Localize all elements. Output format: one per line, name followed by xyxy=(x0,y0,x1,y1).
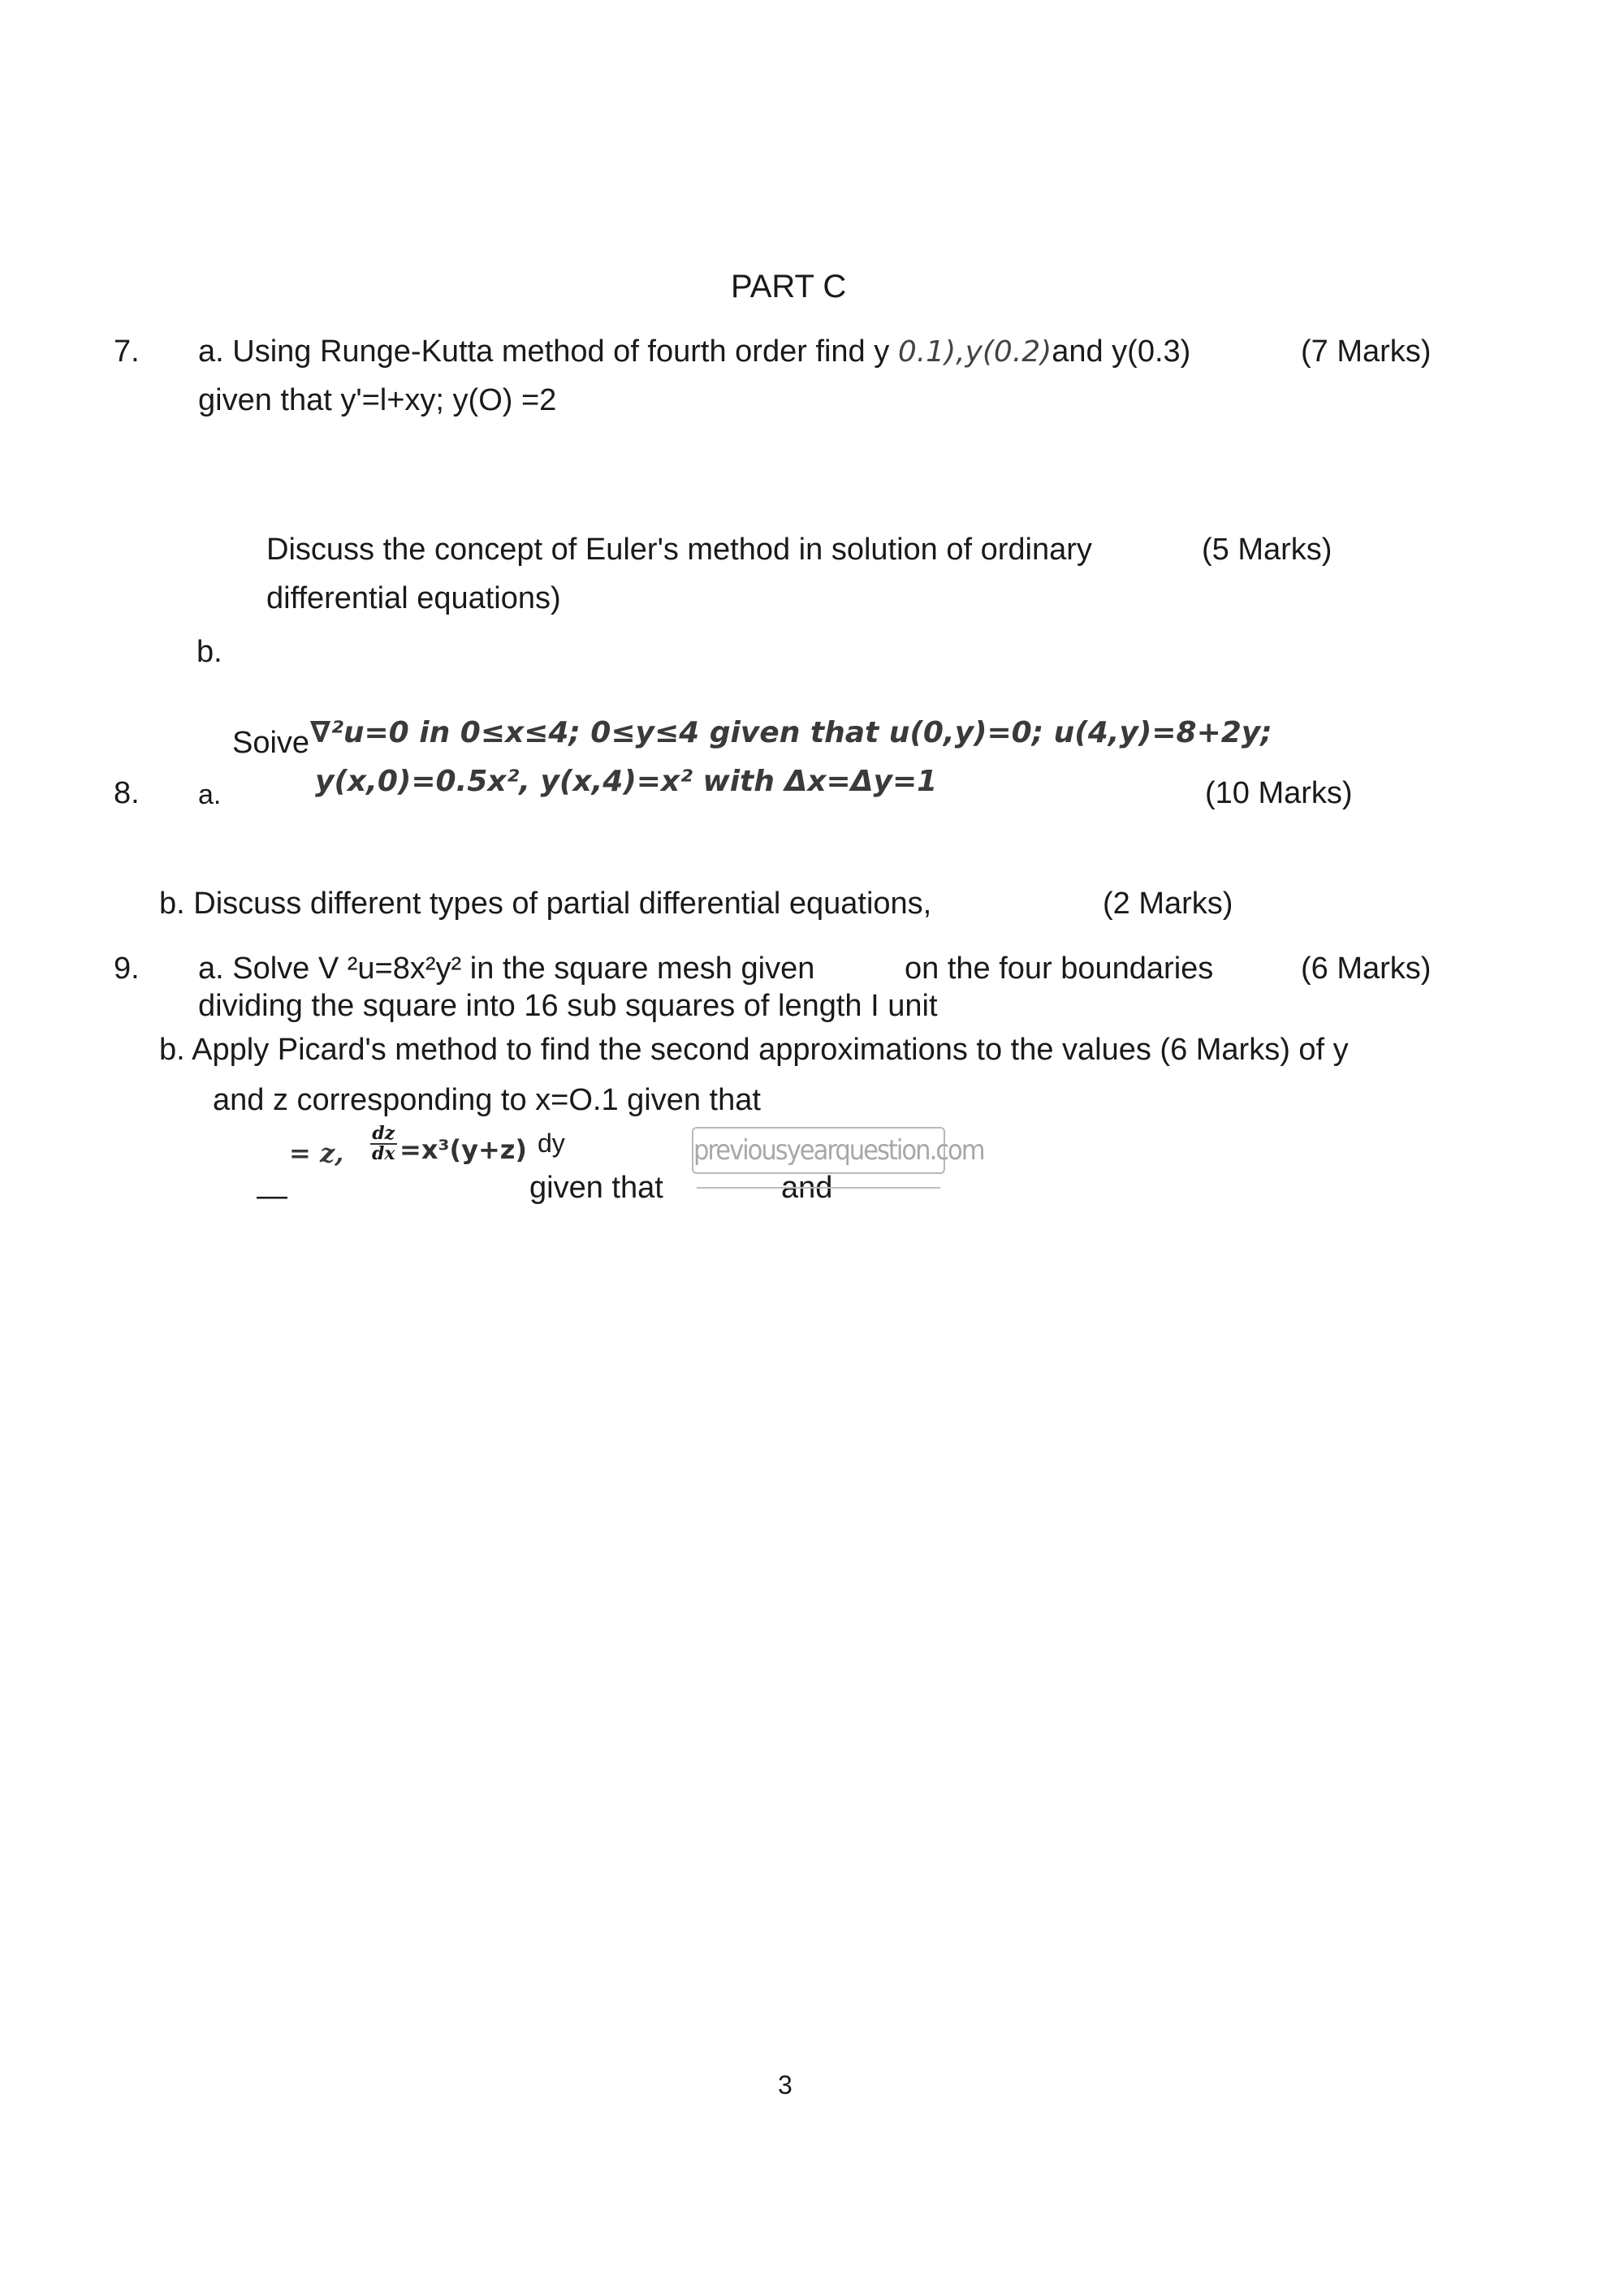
watermark-logo: previousyearquestion.com xyxy=(692,1127,945,1174)
question-9a-marks: (6 Marks) xyxy=(1301,952,1432,986)
question-7-number: 7. xyxy=(114,334,140,369)
question-7a-math: 0.1),y(0.2) xyxy=(897,335,1052,369)
question-9b-equation-lhs: = z, xyxy=(289,1137,344,1168)
question-8b-text: b. Discuss different types of partial differential equations, xyxy=(159,887,932,921)
question-9-number: 9. xyxy=(114,952,140,986)
question-9b-and: and xyxy=(781,1171,833,1205)
question-8-number: 8. xyxy=(114,776,140,810)
page-number: 3 xyxy=(778,2070,793,2100)
question-9a-line1-right: on the four boundaries xyxy=(905,952,1214,986)
watermark-underline xyxy=(697,1187,940,1189)
question-9b-fraction-numerator: dz xyxy=(370,1124,397,1145)
question-9b-line1: b. Apply Picard's method to find the second approximations to the values (6 Marks) of y xyxy=(159,1033,1349,1067)
question-9b-fraction-denominator: dx xyxy=(372,1142,395,1164)
question-7b-line1: Discuss the concept of Euler's method in solution of ordinary xyxy=(266,533,1092,567)
question-9b-fraction xyxy=(370,1124,397,1163)
question-7a-marks: (7 Marks) xyxy=(1301,334,1432,369)
question-7a-suffix: and y(0.3) xyxy=(1052,334,1191,369)
question-8a-equation-line1: ∇²u=0 in 0≤x≤4; 0≤y≤4 given that u(0,y)=0; u(4,y)=8+2y; xyxy=(310,716,1272,749)
question-7a-line2: given that y'=l+xy; y(O) =2 xyxy=(198,383,557,417)
question-8a-marks: (10 Marks) xyxy=(1205,776,1353,810)
question-9b-dy: dy xyxy=(538,1129,565,1158)
question-7b-line2: differential equations) xyxy=(266,581,561,615)
question-8a-solve-word: Soive xyxy=(232,726,310,760)
question-9a-line1: a. Solve V ²u=8x²y² in the square mesh given xyxy=(198,952,815,986)
question-9b-equation-rhs: =x³(y+z) xyxy=(400,1134,528,1165)
question-9b-given-that: given that xyxy=(529,1171,663,1205)
question-7b-label: b. xyxy=(197,635,222,669)
question-7a-line1 xyxy=(198,333,1190,372)
section-title: PART C xyxy=(731,269,847,304)
question-9b-dash: — xyxy=(257,1179,287,1213)
question-8b-marks: (2 Marks) xyxy=(1103,887,1233,921)
question-7b-marks: (5 Marks) xyxy=(1202,533,1332,567)
question-8a-label: a. xyxy=(198,779,222,810)
question-8a-equation-line2: y(x,0)=0.5x², y(x,4)=x² with Δx=Δy=1 xyxy=(315,765,938,798)
question-9b-line2: and z corresponding to x=O.1 given that xyxy=(213,1083,761,1117)
question-9a-line2: dividing the square into 16 sub squares of length I unit xyxy=(198,989,938,1023)
question-7a-prefix: a. Using Runge-Kutta method of fourth order find y xyxy=(198,334,890,369)
